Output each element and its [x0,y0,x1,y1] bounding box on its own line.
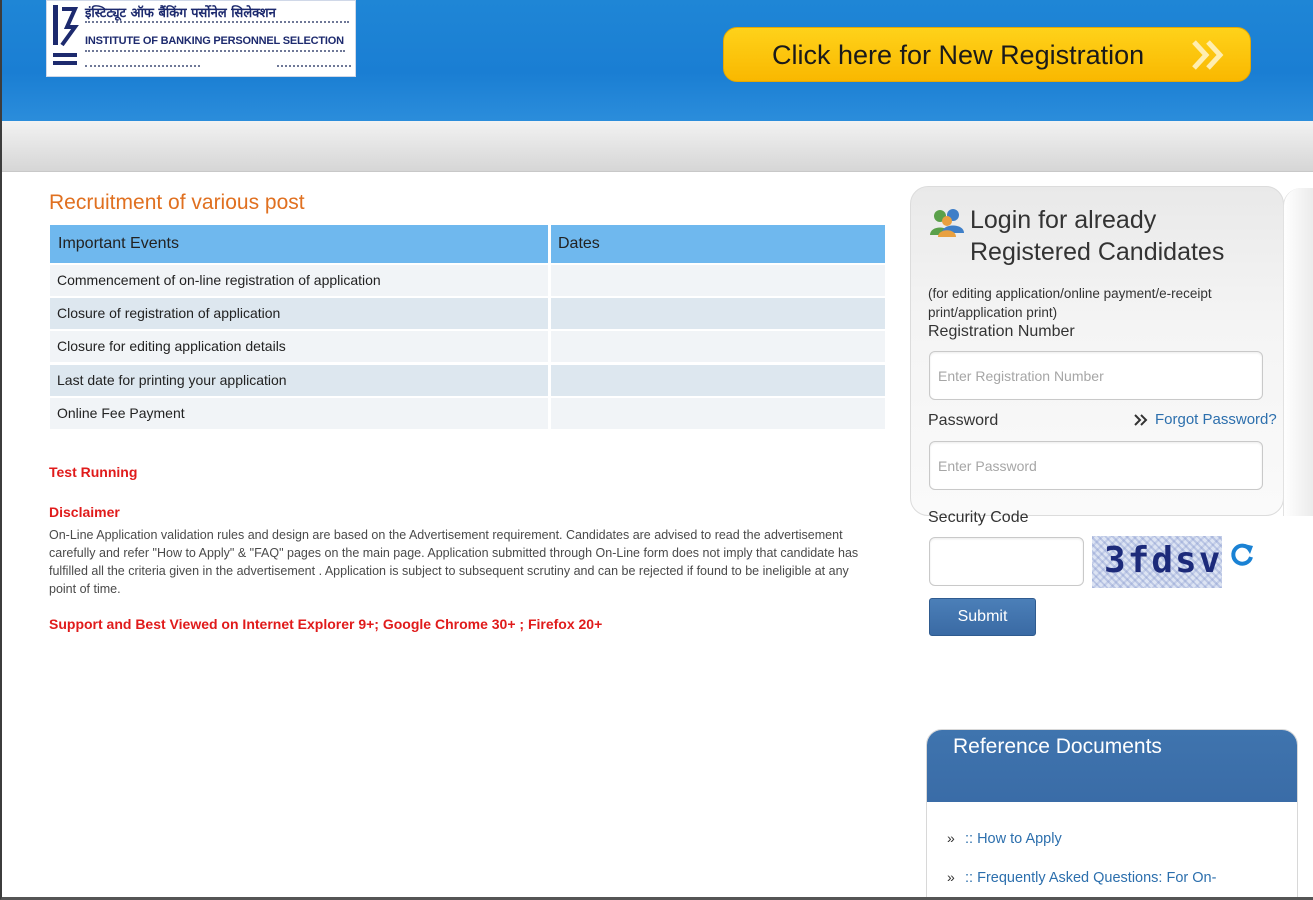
registration-number-label: Registration Number [928,323,1075,340]
disclaimer-heading: Disclaimer [49,504,120,520]
reference-documents-panel [926,729,1298,900]
security-code-label: Security Code [928,509,1029,526]
disclaimer-text: On-Line Application validation rules and design are based on the Advertisement requirement. Candidates are advised to read the advertisement carefully and refer "How to Apply" & "FAQ" pages on the main page. Application submitted through On-Line form does not imply that candidate has fulfilled all the criteria given in the advertisement . Application is subject to subsequent scrutiny and can be rejected if found to be ineligible at any point of time. [49,528,859,596]
page-title: Recruitment of various post [49,191,305,214]
password-label: Password [928,412,999,429]
ibps-logo [46,0,356,77]
event-cell: Commencement of on-line registration of application [50,265,548,296]
security-code-input[interactable] [929,537,1084,586]
login-title: Registered Candidates [970,238,1225,266]
table-row [50,298,885,329]
event-cell: Last date for printing your application [50,365,548,396]
date-cell [551,365,885,396]
reference-link-faq[interactable] [947,869,1216,886]
reference-link-label: :: How to Apply [965,831,1062,847]
users-icon [929,207,965,237]
captcha-image [1092,536,1222,588]
event-cell: Closure of registration of application [50,298,548,329]
date-cell [551,398,885,429]
event-cell: Closure for editing application details [50,331,548,362]
login-note: (for editing application/online payment/e-receipt print/application print) [928,286,1212,320]
double-chevron-right-icon: » [947,830,955,846]
date-cell [551,265,885,296]
date-cell [551,298,885,329]
date-cell [551,331,885,362]
browser-support-note: Support and Best Viewed on Internet Explorer 9+; Google Chrome 30+ ; Firefox 20+ [49,616,603,632]
refresh-icon[interactable] [1228,540,1256,568]
double-chevron-right-icon: » [947,869,955,885]
logo-fine-print [277,65,351,71]
forgot-password-link[interactable]: Forgot Password? [1155,411,1277,428]
captcha-text: 3fdsv [1104,540,1222,581]
test-running-notice: Test Running [49,464,138,480]
login-title: Login for already [970,206,1157,234]
event-cell: Online Fee Payment [50,398,548,429]
column-header-dates: Dates [551,225,885,263]
login-panel-edge [1283,188,1313,516]
new-registration-label: Click here for New Registration [772,40,1145,70]
logo-hindi-text: इंस्टिट्यूट ऑफ बैंकिंग पर्सोनेल सिलेक्शन [85,6,276,21]
logo-subline [85,21,349,28]
nav-band [2,121,1313,172]
header-bar [2,0,1313,121]
submit-button[interactable]: Submit [929,598,1036,636]
logo-fine-print [85,65,200,71]
ibps-logo-icon [51,3,79,75]
table-row [50,331,885,362]
new-registration-button[interactable] [723,27,1251,82]
reference-documents-header [927,730,1298,802]
double-chevron-right-icon [1190,38,1230,72]
logo-title: INSTITUTE OF BANKING PERSONNEL SELECTION [85,35,344,47]
logo-fine-print [85,50,345,56]
reference-link-how-to-apply[interactable] [947,830,1062,847]
column-header-events: Important Events [50,225,548,263]
table-row [50,398,885,429]
double-chevron-right-icon [1133,413,1149,427]
reference-link-label: :: Frequently Asked Questions: For On- [965,870,1217,886]
registration-number-input[interactable] [929,351,1263,400]
table-row [50,365,885,396]
table-row [50,265,885,296]
password-input[interactable] [929,441,1263,490]
reference-documents-title: Reference Documents [953,735,1162,758]
